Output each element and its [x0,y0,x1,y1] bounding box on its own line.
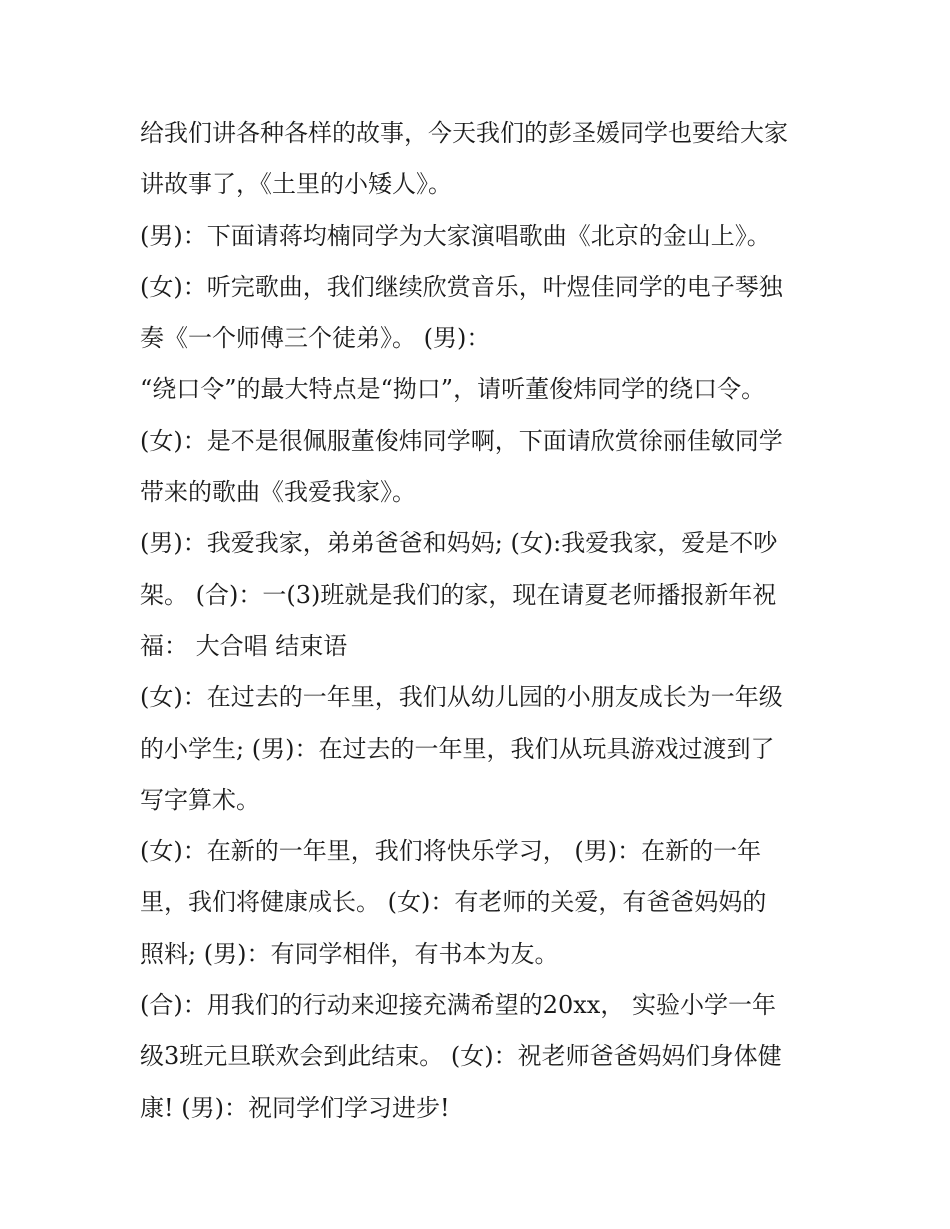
text-line: (女)：在过去的一年里，我们从幼儿园的小朋友成长为一年级 [140,683,783,712]
text-line: 架。 (合)：一(3)班就是我们的家，现在请夏老师播报新年祝 [140,580,777,609]
text-line: 康! (男)：祝同学们学习进步! [140,1093,450,1122]
text-line: (合)：用我们的行动来迎接充满希望的20xx， 实验小学一年 [140,991,776,1020]
text-line: 讲故事了，《土里的小矮人》。 [140,170,452,199]
text-line: 奏《一个师傅三个徒弟》。 (男)： [140,324,491,353]
text-line: 级3班元旦联欢会到此结束。 (女)：祝老师爸爸妈妈们身体健 [140,1042,782,1071]
text-line: “绕口令”的最大特点是“拗口”，请听董俊炜同学的绕口令。 [140,375,766,404]
text-line: 里，我们将健康成长。 (女)：有老师的关爱，有爸爸妈妈的 [140,888,767,917]
text-line: 福： 大合唱 结束语 [140,631,348,660]
text-line: (女)：是不是很佩服董俊炜同学啊，下面请欣赏徐丽佳敏同学 [140,426,783,455]
text-line: 写字算术。 [140,785,260,814]
text-line: 给我们讲各种各样的故事，今天我们的彭圣媛同学也要给大家 [140,119,788,147]
document-body [140,108,820,1134]
text-line: 的小学生; (男)：在过去的一年里，我们从玩具游戏过渡到了 [140,734,775,763]
text-line: (男)：下面请蒋均楠同学为大家演唱歌曲《北京的金山上》。 [140,221,771,250]
text-line: (男)：我爱我家，弟弟爸爸和妈妈; (女):我爱我家，爱是不吵 [140,529,778,558]
text-line: (女)：听完歌曲，我们继续欣赏音乐，叶煜佳同学的电子琴独 [140,272,783,301]
text-line: 照料; (男)：有同学相伴，有书本为友。 [140,939,559,968]
text-line: (女)：在新的一年里，我们将快乐学习， (男)：在新的一年 [140,837,762,866]
text-line: 带来的歌曲《我爱我家》。 [140,478,416,507]
